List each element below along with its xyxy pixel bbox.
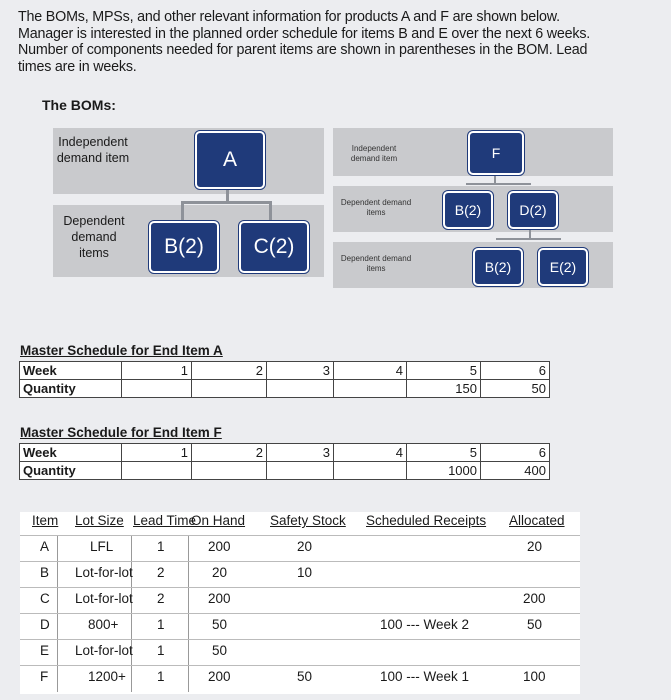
cell-allocated: 200 [523,591,546,606]
mps-a-week-cell: 6 [481,362,550,380]
cell-item: C [40,591,50,606]
problem-statement [18,9,658,75]
table-gridline [20,665,580,666]
cell-item: E [40,643,50,658]
mps-a-week-cell: 5 [407,362,481,380]
cell-item: F [40,669,49,684]
mps-f-quantity-cell [122,462,192,480]
table-gridline [20,535,580,536]
mps-a-quantity-cell: 150 [407,380,481,398]
mps-a-week-cell: 2 [192,362,267,380]
boms-heading: The BOMs: [42,97,116,113]
bom-f-level2-node-e: E(2) [538,248,588,286]
intro-line-1: The BOMs, MPSs, and other relevant information for products A and F are shown below. [18,9,560,25]
mps-f-week-cell: 4 [334,444,407,462]
mps-f-week-cell: 5 [407,444,481,462]
header-lead-time: Lead Time [133,513,197,528]
mps-f-table [19,443,550,480]
bom-a-connector-left [181,201,184,223]
cell-lead-time: 1 [157,617,165,632]
cell-safety-stock: 20 [297,539,313,554]
mps-f-week-cell: 3 [267,444,334,462]
cell-on-hand: 200 [208,591,231,606]
header-scheduled-receipts: Scheduled Receipts [366,513,487,528]
bom-a-child-node-b: B(2) [149,221,219,273]
mps-a-quantity-cell [192,380,267,398]
intro-line-3: Number of components needed for parent items are shown in parentheses in the BOM. Lead [18,42,588,58]
mps-a-title: Master Schedule for End Item A [20,343,223,358]
cell-lot-size: 800+ [88,617,119,632]
mps-a-week-cell: 3 [267,362,334,380]
mps-a-week-label: Week [20,362,122,380]
mps-f-week-label: Week [20,444,122,462]
bom-f-connector-4 [496,238,561,240]
mps-a-week-cell: 1 [122,362,192,380]
mps-f-quantity-cell [334,462,407,480]
bom-a-child-node-c: C(2) [239,221,309,273]
table-gridline [20,561,580,562]
table-gridline [20,587,580,588]
cell-lead-time: 2 [157,591,165,606]
bom-f-connector-2 [466,183,531,185]
cell-allocated: 50 [527,617,543,632]
intro-line-2: Manager is interested in the planned order schedule for items B and E over the next 6 weeks. [18,25,591,42]
cell-on-hand: 50 [212,643,228,658]
mps-a-quantity-label: Quantity [20,380,122,398]
mps-f-quantity-row [20,462,550,480]
cell-scheduled-receipts: 100 --- Week 2 [380,617,470,632]
mps-f-quantity-label: Quantity [20,462,122,480]
mps-f-quantity-cell: 1000 [407,462,481,480]
bom-f-independent-label: Independent demand item [350,144,398,163]
cell-lead-time: 1 [157,643,165,658]
bom-a-connector-right [269,201,272,223]
bom-f-dependent-label-1: Dependent demand items [340,198,412,217]
bom-f-dependent-label-2: Dependent demand items [340,254,412,273]
bom-f-level2-node-b: B(2) [473,248,523,286]
bom-a-dependent-label: Dependent demand items [63,214,125,260]
cell-lead-time: 1 [157,669,165,684]
mps-a-quantity-cell: 50 [481,380,550,398]
cell-on-hand: 20 [212,565,228,580]
header-lot-size: Lot Size [75,513,124,528]
mps-f-week-row [20,444,550,462]
cell-allocated: 100 [523,669,546,684]
mps-a-table [19,361,550,398]
cell-lead-time: 2 [157,565,165,580]
table-gridline [20,613,580,614]
mps-f-title: Master Schedule for End Item F [20,425,222,440]
cell-on-hand: 50 [212,617,228,632]
mps-f-week-cell: 2 [192,444,267,462]
cell-lead-time: 1 [157,539,165,554]
mps-a-quantity-cell [267,380,334,398]
header-on-hand: On Hand [191,513,246,528]
mps-a-quantity-cell [122,380,192,398]
cell-on-hand: 200 [208,539,231,554]
cell-item: D [40,617,50,632]
cell-safety-stock: 10 [297,565,313,580]
cell-lot-size: Lot-for-lot [75,643,133,658]
bom-a-independent-label: Independent demand item [56,135,130,165]
bom-f-root-node: F [468,131,524,175]
mps-a-week-cell: 4 [334,362,407,380]
mps-f-quantity-cell [267,462,334,480]
mps-f-quantity-cell: 400 [481,462,550,480]
cell-lot-size: 1200+ [88,669,126,684]
cell-scheduled-receipts: 100 --- Week 1 [380,669,470,684]
mps-f-quantity-cell [192,462,267,480]
cell-on-hand: 200 [208,669,231,684]
mps-f-week-cell: 1 [122,444,192,462]
header-allocated: Allocated [509,513,565,528]
cell-lot-size: LFL [90,539,114,554]
bom-a-connector-horizontal [181,201,272,204]
header-item: Item [32,513,59,528]
table-gridline [20,639,580,640]
mps-a-week-row [20,362,550,380]
cell-lot-size: Lot-for-lot [75,565,133,580]
cell-lot-size: Lot-for-lot [75,591,133,606]
mps-a-quantity-cell [334,380,407,398]
cell-item: B [40,565,50,580]
cell-allocated: 20 [527,539,543,554]
bom-f-level1-node-d: D(2) [508,191,558,229]
cell-safety-stock: 50 [297,669,313,684]
mps-f-week-cell: 6 [481,444,550,462]
header-safety-stock: Safety Stock [270,513,346,528]
mps-a-quantity-row [20,380,550,398]
cell-item: A [40,539,50,554]
intro-line-4: times are in weeks. [18,58,137,75]
bom-f-level1-node-b: B(2) [443,191,493,229]
bom-a-root-node: A [195,131,265,189]
